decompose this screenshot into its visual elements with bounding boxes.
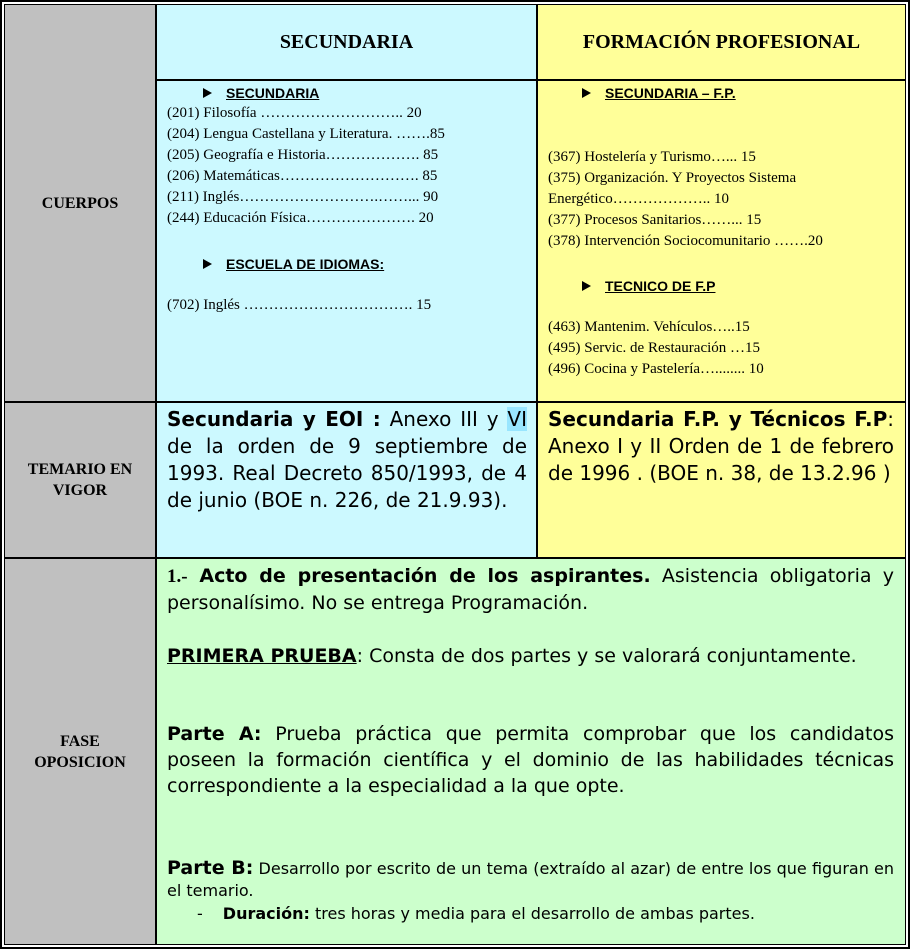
fase-paragraph-3: Parte A: Prueba práctica que permita comprobar que los candidatos poseen la formación científica y el dominio de las habilidades técnicas correspondiente a la especialidad a la que opte. <box>167 723 894 797</box>
list-item: (496) Cocina y Pastelería…........ 10 <box>548 361 764 377</box>
temario-fp-text: Secundaria F.P. y Técnicos F.P: Anexo I y II Orden de 1 de febrero de 1996 . (BOE n. 38, de 13.2.96 ) <box>548 407 894 485</box>
arrow-bullet-icon <box>582 88 591 98</box>
row-label-temario <box>4 402 156 558</box>
list-item: (367) Hostelería y Turismo…... 15 <box>548 149 756 165</box>
list-item: (205) Geografía e Historia………………. 85 <box>167 147 439 163</box>
column-header-text: SECUNDARIA <box>279 30 414 53</box>
fase-oposicion-cell <box>156 558 906 945</box>
row-label-cuerpos <box>4 4 156 402</box>
list-item: (201) Filosofía ……………………….. 20 <box>167 105 422 121</box>
fase-bullet-duracion: - Duración: tres horas y media para el desarrollo de ambas partes. <box>197 904 755 923</box>
cuerpos-fp-cell <box>537 80 906 402</box>
dash-bullet: - <box>197 904 203 923</box>
list-item: (204) Lengua Castellana y Literatura. …….85 <box>167 126 445 142</box>
highlighted-text: VI <box>507 407 527 431</box>
temario-fp-cell <box>537 402 906 558</box>
list-item: (495) Servic. de Restauración …15 <box>548 340 761 356</box>
subheading-tecnico-fp: TECNICO DE F.P <box>582 278 715 294</box>
list-item: (378) Intervención Sociocomunitario …….20 <box>548 233 823 249</box>
subheading-escuela-idiomas: ESCUELA DE IDIOMAS: <box>203 256 384 272</box>
arrow-bullet-icon <box>203 259 212 269</box>
temario-fp-bold: Secundaria F.P. y Técnicos F.P <box>548 407 888 431</box>
fase-paragraph-2: PRIMERA PRUEBA: Consta de dos partes y se valorará conjuntamente. <box>167 645 857 667</box>
cuerpos-secundaria-cell <box>156 80 537 402</box>
arrow-bullet-icon <box>582 281 591 291</box>
list-item: (463) Mantenim. Vehículos…..15 <box>548 319 750 335</box>
fase-paragraph-1: 1.- Acto de presentación de los aspirantes. Asistencia obligatoria y personalísimo. No se entrega Programación. <box>167 565 894 614</box>
row-label-text: TEMARIO EN VIGOR <box>27 461 133 499</box>
row-label-fase <box>4 558 156 945</box>
list-item: (211) Inglés……………………….……... 90 <box>167 189 439 205</box>
subheading-secundaria-fp: SECUNDARIA – F.P. <box>582 85 736 101</box>
arrow-bullet-icon <box>203 88 212 98</box>
subheading-secundaria: SECUNDARIA <box>203 85 319 101</box>
list-item: Energético……………….. 10 <box>548 191 729 207</box>
list-item: (244) Educación Física…………………. 20 <box>167 210 434 226</box>
primera-prueba-heading: PRIMERA PRUEBA <box>167 645 357 667</box>
column-header-secundaria <box>156 4 537 80</box>
temario-secundaria-text: Secundaria y EOI : Anexo III y VI de la orden de 9 septiembre de 1993. Real Decreto 850/1993, de 4 de junio (BOE n. 226, de 21.9.93). <box>167 407 527 512</box>
list-item: (377) Procesos Sanitarios……... 15 <box>548 212 762 228</box>
list-item: (702) Inglés ……………………………. 15 <box>167 297 432 313</box>
column-header-fp <box>537 4 906 80</box>
temario-secundaria-cell <box>156 402 537 558</box>
list-item: (375) Organización. Y Proyectos Sistema <box>548 170 797 186</box>
list-item: (206) Matemáticas………………………. 85 <box>167 168 438 184</box>
column-header-text: FORMACIÓN PROFESIONAL <box>582 30 861 53</box>
row-label-text: FASE OPOSICION <box>34 732 126 771</box>
temario-secundaria-bold: Secundaria y EOI : <box>167 407 381 431</box>
row-label-text: CUERPOS <box>41 194 119 212</box>
fase-paragraph-4: Parte B: Desarrollo por escrito de un tema (extraído al azar) de entre los que figuran en el temario. <box>167 857 895 900</box>
